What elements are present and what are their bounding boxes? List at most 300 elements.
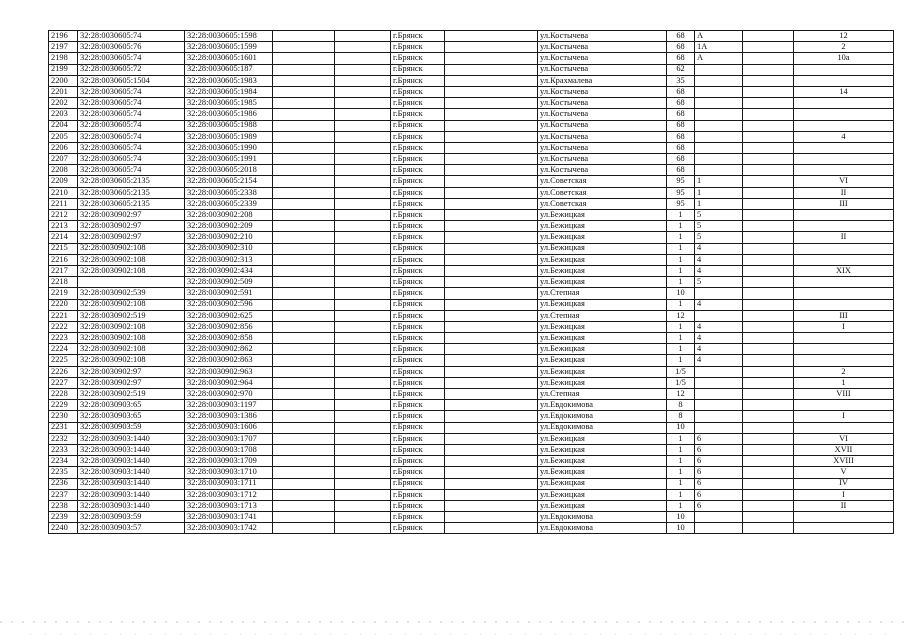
table-cell [273,53,335,64]
table-cell: ул.Костычева [538,154,667,165]
table-cell [743,86,794,97]
table-cell: 32:28:0030902:97 [78,221,185,232]
table-cell [743,456,794,467]
table-cell [273,198,335,209]
table-cell: 32:28:0030902:108 [78,355,185,366]
table-cell: 2212 [49,210,78,221]
table-cell: ул.Бежицкая [538,444,667,455]
table-cell [445,299,538,310]
table-cell: 2235 [49,467,78,478]
table-row [49,198,894,209]
table-cell [335,400,391,411]
table-cell [695,131,743,142]
table-cell: 32:28:0030902:519 [78,310,185,321]
table-cell: ул.Бежицкая [538,433,667,444]
table-cell [273,489,335,500]
table-cell: 32:28:0030902:862 [185,344,273,355]
table-cell [445,389,538,400]
table-cell: 32:28:0030605:2154 [185,176,273,187]
table-cell: 2203 [49,109,78,120]
table-cell [273,232,335,243]
table-cell: 32:28:0030605:72 [78,64,185,75]
table-cell: г.Брянск [391,500,445,511]
table-cell: ул.Советская [538,176,667,187]
table-cell [743,400,794,411]
table-cell [273,187,335,198]
table-cell: 4 [695,265,743,276]
table-cell [743,254,794,265]
table-cell [273,523,335,534]
table-cell: 32:28:0030605:1601 [185,53,273,64]
table-cell: 12 [794,31,894,42]
table-cell: г.Брянск [391,422,445,433]
table-cell [743,42,794,53]
table-cell: г.Брянск [391,98,445,109]
table-cell: 1 [667,344,695,355]
table-cell: 32:28:0030903:1440 [78,478,185,489]
table-cell: 1 [667,489,695,500]
table-cell: 32:28:0030902:108 [78,265,185,276]
table-cell: 32:28:0030902:964 [185,377,273,388]
table-cell: 62 [667,64,695,75]
table-cell: 6 [695,478,743,489]
table-cell: 32:28:0030605:1984 [185,86,273,97]
table-cell: 2206 [49,142,78,153]
table-row [49,310,894,321]
table-cell: 14 [794,86,894,97]
table-cell [273,109,335,120]
table-cell [335,254,391,265]
table-row [49,389,894,400]
table-cell: 32:28:0030605:74 [78,142,185,153]
table-cell [743,277,794,288]
table-cell: 2236 [49,478,78,489]
table-cell [273,422,335,433]
table-row [49,142,894,153]
table-cell: 32:28:0030903:1741 [185,512,273,523]
table-cell [743,444,794,455]
table-cell: 10 [667,523,695,534]
table-cell [743,243,794,254]
table-cell [794,344,894,355]
table-cell [335,131,391,142]
table-row [49,512,894,523]
table-cell [695,422,743,433]
table-cell: г.Брянск [391,109,445,120]
table-cell: 2239 [49,512,78,523]
table-cell: 4 [695,321,743,332]
table-cell: 32:28:0030902:858 [185,333,273,344]
table-cell: г.Брянск [391,142,445,153]
table-cell [743,321,794,332]
table-cell: 4 [695,243,743,254]
table-row [49,86,894,97]
table-cell [335,142,391,153]
table-cell [335,444,391,455]
table-cell [695,512,743,523]
table-cell: г.Брянск [391,64,445,75]
table-cell: 2201 [49,86,78,97]
table-cell: 4 [695,355,743,366]
table-cell: 2227 [49,377,78,388]
table-row [49,355,894,366]
table-row [49,489,894,500]
table-cell [743,98,794,109]
table-cell [445,221,538,232]
table-row [49,221,894,232]
table-cell: 95 [667,187,695,198]
table-cell: 68 [667,42,695,53]
table-cell: ул.Бежицкая [538,321,667,332]
table-cell: 1 [667,355,695,366]
table-row [49,400,894,411]
table-cell [445,210,538,221]
table-cell: 32:28:0030903:1709 [185,456,273,467]
table-cell: 6 [695,500,743,511]
table-cell: 8 [667,400,695,411]
table-cell: 68 [667,109,695,120]
table-cell: 32:28:0030605:1988 [185,120,273,131]
table-cell [273,31,335,42]
table-cell: г.Брянск [391,86,445,97]
table-cell: 32:28:0030605:74 [78,165,185,176]
table-cell: ул.Крахмалева [538,75,667,86]
table-cell: 32:28:0030903:1707 [185,433,273,444]
table-cell: 32:28:0030903:1713 [185,500,273,511]
table-cell: ул.Бежицкая [538,254,667,265]
table-cell [335,277,391,288]
table-cell [335,243,391,254]
table-cell: г.Брянск [391,254,445,265]
table-cell: 32:28:0030903:59 [78,512,185,523]
table-cell: 32:28:0030605:1986 [185,109,273,120]
table-cell: 2204 [49,120,78,131]
table-cell [273,377,335,388]
table-cell: г.Брянск [391,523,445,534]
table-row [49,478,894,489]
table-cell: 4 [695,333,743,344]
table-cell: г.Брянск [391,187,445,198]
table-cell: г.Брянск [391,377,445,388]
table-cell: 68 [667,86,695,97]
table-cell [273,154,335,165]
table-cell [794,109,894,120]
table-row [49,120,894,131]
table-cell: 32:28:0030605:2135 [78,198,185,209]
table-cell: 2213 [49,221,78,232]
table-row [49,98,894,109]
table-cell: 68 [667,53,695,64]
table-row [49,467,894,478]
table-cell [743,75,794,86]
table-cell: 32:28:0030902:108 [78,243,185,254]
table-cell [273,277,335,288]
registry-table [48,30,894,534]
table-cell: 6 [695,456,743,467]
table-cell: 2238 [49,500,78,511]
table-row [49,42,894,53]
table-cell: 32:28:0030903:59 [78,422,185,433]
table-cell: г.Брянск [391,411,445,422]
table-cell [445,265,538,276]
table-cell: 68 [667,98,695,109]
table-cell: 4 [794,131,894,142]
table-cell: II [794,187,894,198]
table-cell: 5 [695,232,743,243]
table-cell: ул.Костычева [538,109,667,120]
table-cell [794,98,894,109]
table-row [49,333,894,344]
table-cell: г.Брянск [391,299,445,310]
table-cell [273,366,335,377]
table-cell [695,64,743,75]
table-cell: ул.Бежицкая [538,221,667,232]
table-cell: 2205 [49,131,78,142]
table-cell [743,176,794,187]
table-cell: г.Брянск [391,176,445,187]
table-row [49,109,894,120]
table-cell: 1 [667,265,695,276]
table-cell: 32:28:0030902:97 [78,232,185,243]
table-cell: 1 [667,467,695,478]
table-cell: 32:28:0030902:108 [78,299,185,310]
table-cell: г.Брянск [391,389,445,400]
table-cell [335,64,391,75]
table-cell: 2215 [49,243,78,254]
table-cell: ул.Бежицкая [538,377,667,388]
table-cell: 32:28:0030605:2018 [185,165,273,176]
table-cell: ул.Бежицкая [538,277,667,288]
table-cell: III [794,310,894,321]
table-cell: II [794,500,894,511]
table-cell [445,198,538,209]
table-cell: I [794,411,894,422]
table-cell: 1 [667,433,695,444]
table-cell: 32:28:0030903:1440 [78,444,185,455]
table-cell: 2208 [49,165,78,176]
table-cell: 68 [667,142,695,153]
table-cell [743,109,794,120]
table-cell [695,523,743,534]
table-cell [445,500,538,511]
table-cell: 4 [695,254,743,265]
table-cell: ул.Бежицкая [538,299,667,310]
table-cell: 10 [667,512,695,523]
table-cell [695,366,743,377]
table-cell [335,377,391,388]
table-cell [273,254,335,265]
table-cell: 2198 [49,53,78,64]
table-cell: 1 [667,333,695,344]
table-cell: 32:28:0030605:1598 [185,31,273,42]
table-cell: 2222 [49,321,78,332]
table-cell: ул.Советская [538,198,667,209]
table-cell [445,243,538,254]
table-cell [794,243,894,254]
table-cell: 2240 [49,523,78,534]
table-cell: ул.Бежицкая [538,467,667,478]
table-cell [335,366,391,377]
table-cell [273,433,335,444]
table-cell [794,355,894,366]
table-cell: 2233 [49,444,78,455]
table-cell: 4 [695,299,743,310]
scan-artifact-strip [0,610,905,640]
table-cell: 1 [667,243,695,254]
table-cell: 4 [695,344,743,355]
table-cell [273,467,335,478]
table-cell [335,288,391,299]
table-cell: 12 [667,389,695,400]
table-cell: 1 [695,198,743,209]
table-cell: II [794,232,894,243]
table-cell: 1 [667,478,695,489]
table-cell: 2199 [49,64,78,75]
table-cell: 32:28:0030903:65 [78,411,185,422]
table-cell [445,433,538,444]
table-cell [445,86,538,97]
table-cell: г.Брянск [391,321,445,332]
table-cell: 2200 [49,75,78,86]
table-cell: ул.Бежицкая [538,478,667,489]
table-cell: 2207 [49,154,78,165]
table-cell: I [794,489,894,500]
table-row [49,265,894,276]
table-cell [335,42,391,53]
table-cell: IV [794,478,894,489]
table-cell [445,478,538,489]
table-cell [445,131,538,142]
table-cell [335,198,391,209]
table-cell: 2224 [49,344,78,355]
table-cell: 32:28:0030902:519 [78,389,185,400]
table-cell [445,489,538,500]
table-cell: ул.Костычева [538,53,667,64]
table-cell: 2218 [49,277,78,288]
table-cell: ул.Степная [538,389,667,400]
table-cell: 32:28:0030605:1990 [185,142,273,153]
table-cell: 5 [695,277,743,288]
table-cell: 10 [667,288,695,299]
table-cell [273,411,335,422]
table-cell [743,142,794,153]
table-cell [743,265,794,276]
table-cell [273,310,335,321]
table-cell: 1 [667,210,695,221]
table-cell [695,310,743,321]
table-cell [794,210,894,221]
table-cell: 32:28:0030903:1440 [78,489,185,500]
table-cell: 32:28:0030903:1440 [78,456,185,467]
table-cell: 32:28:0030903:57 [78,523,185,534]
table-row [49,154,894,165]
table-cell: г.Брянск [391,400,445,411]
registry-table-body [49,31,894,534]
table-cell [445,456,538,467]
table-cell: ул.Костычева [538,98,667,109]
table-cell: ул.Бежицкая [538,210,667,221]
table-cell: 32:28:0030903:1711 [185,478,273,489]
table-cell: г.Брянск [391,232,445,243]
table-row [49,232,894,243]
table-cell [335,344,391,355]
table-cell [695,86,743,97]
table-cell: А [695,31,743,42]
table-cell: V [794,467,894,478]
table-cell [743,355,794,366]
table-cell: 32:28:0030903:1742 [185,523,273,534]
table-cell: 2197 [49,42,78,53]
table-row [49,411,894,422]
table-cell [273,221,335,232]
table-cell [794,333,894,344]
table-cell [743,467,794,478]
table-cell [695,389,743,400]
table-cell [445,400,538,411]
table-cell: А [695,53,743,64]
table-row [49,456,894,467]
table-cell: 1 [667,232,695,243]
table-cell: 32:28:0030903:1197 [185,400,273,411]
table-row [49,31,894,42]
table-cell: г.Брянск [391,478,445,489]
table-cell: 1 [667,321,695,332]
table-cell: ул.Бежицкая [538,489,667,500]
table-row [49,75,894,86]
table-cell [445,31,538,42]
table-cell: 32:28:0030902:108 [78,321,185,332]
table-cell: 32:28:0030605:74 [78,86,185,97]
table-cell: 10а [794,53,894,64]
table-cell [743,120,794,131]
table-cell [445,53,538,64]
table-cell: 32:28:0030605:187 [185,64,273,75]
table-cell [445,165,538,176]
table-cell: 32:28:0030902:963 [185,366,273,377]
table-cell: 32:28:0030902:209 [185,221,273,232]
table-cell: 1 [667,277,695,288]
table-cell [273,131,335,142]
table-cell: 32:28:0030605:1983 [185,75,273,86]
table-cell [335,265,391,276]
table-cell [794,154,894,165]
table-cell: 2 [794,366,894,377]
table-cell: 32:28:0030902:97 [78,377,185,388]
table-cell [273,512,335,523]
table-cell: 32:28:0030903:1712 [185,489,273,500]
table-cell [273,142,335,153]
table-cell [695,377,743,388]
table-cell: г.Брянск [391,355,445,366]
table-cell: ул.Бежицкая [538,333,667,344]
table-row [49,344,894,355]
table-row [49,254,894,265]
table-cell: 10 [667,422,695,433]
table-cell [743,210,794,221]
table-cell: г.Брянск [391,288,445,299]
table-cell: 95 [667,176,695,187]
table-cell: 6 [695,433,743,444]
table-cell [695,75,743,86]
table-cell [335,333,391,344]
table-cell: 2223 [49,333,78,344]
table-cell [335,411,391,422]
table-cell [743,64,794,75]
table-cell [273,333,335,344]
table-cell: г.Брянск [391,53,445,64]
table-cell [335,310,391,321]
table-cell: 2221 [49,310,78,321]
